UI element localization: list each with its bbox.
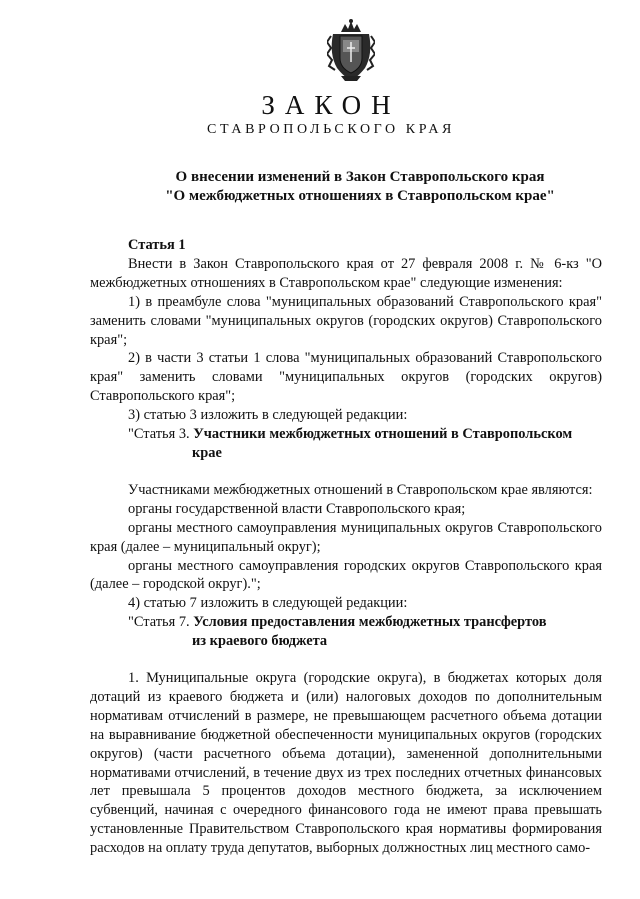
article-7-label: "Статья 7. <box>128 614 190 631</box>
article-7-paragraph-1: 1. Муниципальные округа (городские округа), в бюджетах которых доля дотаций из краевого бюджета и (или) налоговых доходов по дополнительным нормативам отчислений в размере, не превышающем расчетного объема дотации на выравнивание бюджетной обеспеченности муниципальных округов (городских округов) (части расчетного объема дотации), замененной дополнительными нормативами отчислений, в течение двух из трех последних отчетных финансовых лет превышала 5 процентов доходов местного бюджета, за исключением субвенций, начиная с очередного финансового года не имеют права превышать установленные Правительством Ставропольского края нормативы формирования расходов на оплату труда депутатов, выборных должностных лиц местного само- <box>90 670 602 857</box>
article-3-title-a: Участники межбюджетных отношений в Ставропольском <box>193 426 573 443</box>
amendment-item-1: 1) в преамбуле слова "муниципальных образований Ставропольского края" заменить словами "муниципальных округов (городских округов) Ставропольского края"; <box>90 293 602 348</box>
article-3-paragraph-4: органы местного самоуправления городских округов Ставропольского края (далее – городской округ)."; <box>90 557 602 593</box>
amendment-item-4: 4) статью 7 изложить в следующей редакции: <box>128 595 408 612</box>
spacer <box>90 651 602 669</box>
article-3-label: "Статья 3. <box>128 426 190 443</box>
coat-of-arms-emblem <box>327 18 375 82</box>
law-heading-line-1: О внесении изменений в Закон Ставропольского края <box>175 169 545 185</box>
law-heading <box>100 168 620 206</box>
article-3-heading <box>128 425 602 463</box>
article-3-paragraph-3: органы местного самоуправления муниципальных округов Ставропольского края (далее – муниципальный округ); <box>90 519 602 555</box>
spacer <box>90 463 602 481</box>
article-3-paragraph-2: органы государственной власти Ставропольского края; <box>128 500 466 517</box>
article-7-heading <box>128 613 602 651</box>
document-type-title: ЗАКОН <box>261 90 401 120</box>
article-1-title: Статья 1 <box>128 237 186 253</box>
article-7-title-a: Условия предоставления межбюджетных трансфертов <box>193 614 547 631</box>
article-7-title-b: из краевого бюджета <box>192 633 328 650</box>
amendment-item-3: 3) статью 3 изложить в следующей редакции: <box>128 407 408 424</box>
article-3-paragraph-1: Участниками межбюджетных отношений в Ставропольском крае являются: <box>128 481 593 498</box>
document-issuer-subtitle: СТАВРОПОЛЬСКОГО КРАЯ <box>207 122 455 137</box>
article-1-intro: Внести в Закон Ставропольского края от 27 февраля 2008 г. № 6-кз "О межбюджетных отношениях в Ставропольском крае" следующие изменения: <box>90 255 602 291</box>
law-heading-line-2: "О межбюджетных отношениях в Ставропольском крае" <box>165 188 555 204</box>
article-3-title-b: крае <box>192 444 222 461</box>
amendment-item-2: 2) в части 3 статьи 1 слова "муниципальных образований Ставропольского края" заменить словами "муниципальных округов (городских округов) Ставропольского края"; <box>90 350 602 405</box>
document-body <box>90 236 602 858</box>
